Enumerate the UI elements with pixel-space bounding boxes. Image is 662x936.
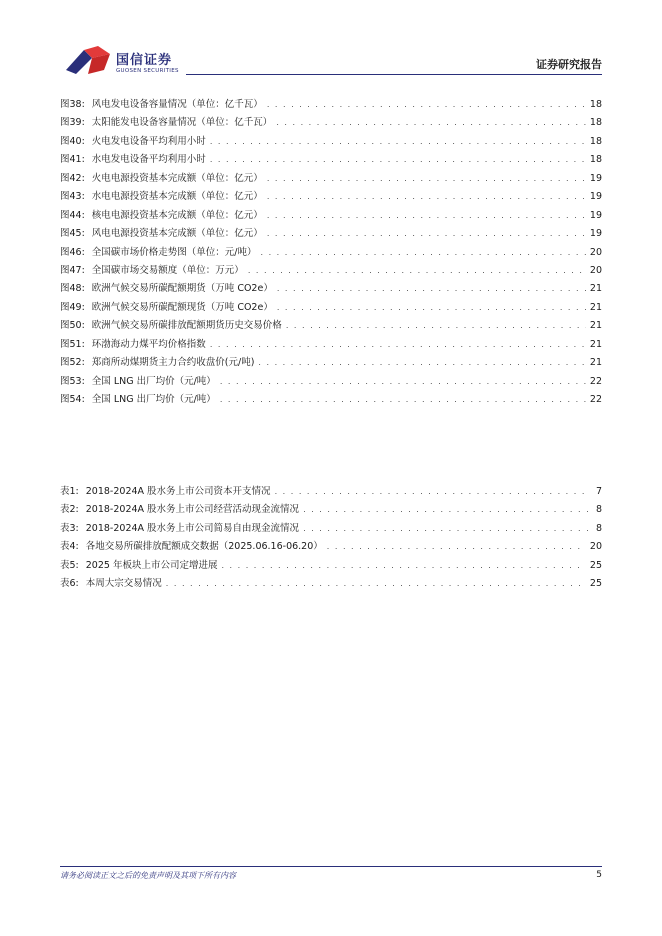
figure-toc-entry[interactable] [60,373,602,391]
toc-entry-title: 水电电源投资基本完成额（单位：亿元） [91,191,263,203]
toc-entry-page: 25 [589,578,602,590]
toc-entry-title: 欧洲气候交易所碳配额期货（万吨 CO2e） [91,283,273,295]
toc-entry-title: 2018-2024A 股水务上市公司资本开支情况 [85,486,271,497]
toc-leader-dots [286,317,586,335]
toc-leader-dots [275,483,588,501]
toc-leader-dots [248,262,586,280]
toc-entry-number: 表4: [60,541,79,553]
figure-toc-entry[interactable] [60,354,602,372]
toc-entry-number: 图49: [60,301,85,313]
toc-entry-title: 风电电源投资基本完成额（单位：亿元） [91,228,263,240]
table-toc-entry[interactable] [60,557,602,575]
toc-entry-number: 图43: [60,191,85,203]
toc-entry-page: 21 [589,301,602,313]
logo-chinese-text: 国信证券 [116,53,173,68]
toc-entry-title: 2018-2024A 股水务上市公司简易自由现金流情况 [85,522,300,534]
figures-index [60,96,602,409]
toc-entry-title: 2018-2024A 股水务上市公司经营活动现金流情况 [85,504,300,516]
footer-divider [60,866,602,867]
toc-entry-number: 图52: [60,357,85,369]
toc-entry-title: 各地交易所碳排放配额成交数据（2025.06.16-06.20） [85,541,323,553]
toc-leader-dots [267,225,586,243]
figure-toc-entry[interactable] [60,207,602,225]
toc-entry-number: 表2: [60,504,79,516]
toc-entry-number: 图39: [60,117,85,129]
toc-entry-number: 图53: [60,375,85,387]
toc-entry-page: 19 [589,228,602,240]
toc-leader-dots [210,133,586,151]
toc-entry-number: 图50: [60,320,85,332]
toc-entry-number: 图38: [60,99,85,110]
toc-entry-page: 21 [589,320,602,332]
toc-entry-title: 火电发电设备平均利用小时 [91,135,206,147]
toc-entry-page: 19 [589,172,602,184]
figure-toc-entry[interactable] [60,244,602,262]
logo-mark-icon [64,44,112,78]
report-type-label: 证券研究报告 [536,58,602,71]
toc-entry-page: 7 [595,486,602,497]
figure-toc-entry[interactable] [60,391,602,409]
toc-leader-dots [277,299,586,317]
toc-entry-page: 18 [589,154,602,166]
toc-leader-dots [277,280,586,298]
toc-entry-title: 火电电源投资基本完成额（单位：亿元） [91,172,263,184]
figure-toc-entry[interactable] [60,280,602,298]
toc-entry-number: 表3: [60,522,79,534]
logo-english-text: GUOSEN SECURITIES [116,68,179,74]
toc-entry-number: 图44: [60,209,85,221]
table-toc-entry[interactable] [60,520,602,538]
toc-leader-dots [166,575,586,593]
toc-entry-title: 全国碳市场交易额度（单位：万元） [91,264,244,276]
toc-entry-number: 图42: [60,172,85,184]
toc-entry-number: 图48: [60,283,85,295]
toc-entry-number: 图46: [60,246,85,258]
toc-entry-title: 郑商所动煤期货主力合约收盘价(元/吨) [91,357,255,369]
toc-entry-page: 21 [589,283,602,295]
figure-toc-entry[interactable] [60,299,602,317]
figure-toc-entry[interactable] [60,133,602,151]
page-header [0,0,662,80]
figure-toc-entry[interactable] [60,96,602,114]
toc-entry-title: 水电发电设备平均利用小时 [91,154,206,166]
toc-entry-number: 图41: [60,154,85,166]
toc-entry-number: 图47: [60,264,85,276]
toc-leader-dots [261,244,586,262]
table-toc-entry[interactable] [60,538,602,556]
toc-entry-page: 22 [589,375,602,387]
table-toc-entry[interactable] [60,501,602,519]
toc-entry-title: 核电电源投资基本完成额（单位：亿元） [91,209,263,221]
toc-entry-number: 图51: [60,338,85,350]
figure-toc-entry[interactable] [60,170,602,188]
toc-entry-title: 全国 LNG 出厂均价（元/吨） [91,375,216,387]
toc-leader-dots [210,151,586,169]
toc-entry-page: 21 [589,338,602,350]
toc-entry-number: 表1: [60,486,79,497]
toc-entry-page: 20 [589,246,602,258]
footer-disclaimer: 请务必阅读正文之后的免责声明及其项下所有内容 [60,871,236,880]
toc-entry-title: 欧洲气候交易所碳排放配额期货历史交易价格 [91,320,282,332]
figure-toc-entry[interactable] [60,188,602,206]
toc-entry-title: 2025 年板块上市公司定增进展 [85,559,218,571]
toc-entry-page: 8 [595,522,602,534]
page-number: 5 [596,870,602,880]
figure-toc-entry[interactable] [60,317,602,335]
toc-entry-page: 20 [589,541,602,553]
tables-index [60,483,602,594]
figure-toc-entry[interactable] [60,225,602,243]
toc-leader-dots [267,170,586,188]
toc-leader-dots [303,501,588,519]
toc-entry-page: 20 [589,264,602,276]
toc-entry-page: 19 [589,209,602,221]
figure-toc-entry[interactable] [60,114,602,132]
toc-entry-title: 欧洲气候交易所碳配额现货（万吨 CO2e） [91,301,273,313]
toc-leader-dots [221,557,585,575]
toc-leader-dots [267,207,586,225]
toc-entry-title: 太阳能发电设备容量情况（单位：亿千瓦） [91,117,273,129]
toc-leader-dots [210,336,586,354]
toc-entry-page: 18 [589,99,602,110]
header-divider [186,74,602,75]
toc-leader-dots [276,114,586,132]
toc-entry-number: 表5: [60,559,79,571]
table-toc-entry[interactable] [60,575,602,593]
toc-leader-dots [267,96,586,114]
figure-toc-entry[interactable] [60,151,602,169]
toc-entry-title: 全国碳市场价格走势图（单位：元/吨） [91,246,257,258]
figure-toc-entry[interactable] [60,336,602,354]
toc-entry-page: 25 [589,559,602,571]
toc-leader-dots [220,391,586,409]
toc-entry-title: 全国 LNG 出厂均价（元/吨） [91,394,216,405]
toc-leader-dots [267,188,586,206]
toc-leader-dots [303,520,588,538]
toc-entry-number: 图54: [60,394,85,405]
toc-entry-page: 18 [589,117,602,129]
toc-entry-page: 18 [589,135,602,147]
toc-entry-number: 图45: [60,228,85,240]
toc-entry-page: 21 [589,357,602,369]
figure-toc-entry[interactable] [60,262,602,280]
toc-entry-title: 环渤海动力煤平均价格指数 [91,338,206,350]
toc-leader-dots [327,538,586,556]
toc-entry-page: 8 [595,504,602,516]
toc-leader-dots [220,373,586,391]
toc-entry-title: 本周大宗交易情况 [85,578,162,590]
guosen-logo [64,44,184,78]
toc-entry-title: 风电发电设备容量情况（单位：亿千瓦） [91,99,263,110]
toc-entry-page: 19 [589,191,602,203]
toc-entry-page: 22 [589,394,602,405]
toc-entry-number: 表6: [60,578,79,590]
toc-leader-dots [258,354,585,372]
toc-entry-number: 图40: [60,135,85,147]
table-toc-entry[interactable] [60,483,602,501]
